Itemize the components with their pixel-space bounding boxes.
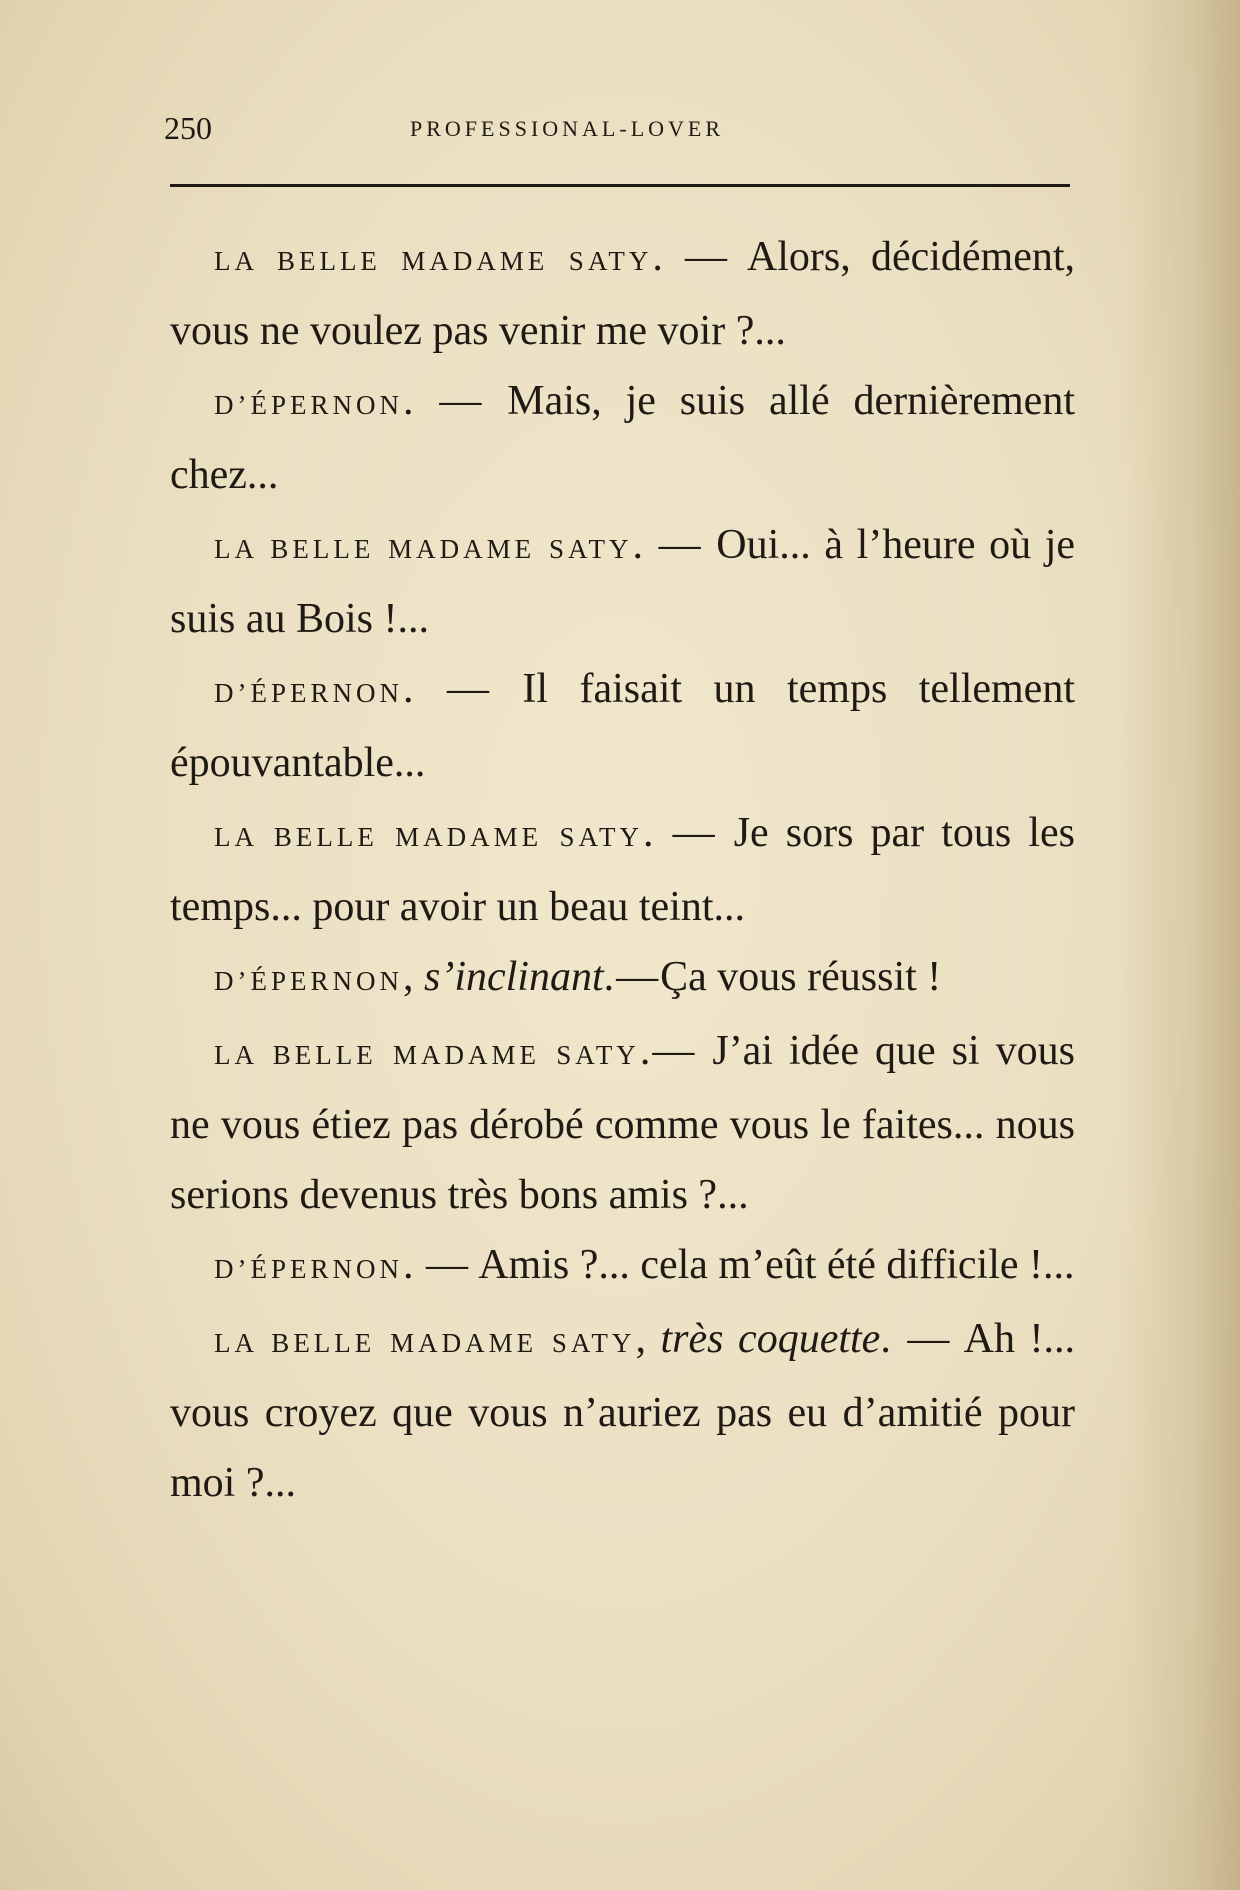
speaker-name: D’ÉPERNON (214, 1254, 403, 1284)
speaker-name: LA BELLE MADAME SATY (214, 1040, 640, 1070)
speaker-name: D’ÉPERNON (214, 966, 403, 996)
dialogue-line: D’ÉPERNON. — Amis ?... cela m’eût été difficile !... (214, 1242, 1075, 1288)
dialogue-speech: Ah !... vous croyez que vous n’auriez pas eu d’amitié pour moi ?... (170, 1316, 1076, 1506)
running-title: PROFESSIONAL-LOVER (410, 116, 725, 141)
stage-direction: très coquette (660, 1316, 881, 1362)
dialogue-line: D’ÉPERNON, s’inclinant.—Ça vous réussit ! (214, 954, 942, 1000)
dialogue-line: LA BELLE MADAME SATY. — Alors, décidément, vous ne voulez pas venir me voir ?... (170, 234, 1076, 354)
dialogue-speech: Ça vous réussit ! (660, 954, 942, 1000)
dialogue-line: LA BELLE MADAME SATY, très coquette. — Ah !... vous croyez que vous n’auriez pas eu d’amitié pour moi ?... (170, 1316, 1076, 1506)
dialogue-speech: Oui... à l’heure où je suis au Bois !... (170, 522, 1076, 642)
dialogue-text (170, 222, 1075, 1518)
dialogue-speech: Je sors par tous les temps... pour avoir un beau teint... (170, 810, 1076, 930)
dialogue-speech: Alors, décidément, vous ne voulez pas venir me voir ?... (170, 234, 1076, 354)
running-head (164, 108, 1070, 148)
dialogue-speech: J’ai idée que si vous ne vous étiez pas dérobé comme vous le faites... nous serions devenus très bons amis ?... (170, 1028, 1076, 1218)
dialogue-speech: Mais, je suis allé dernièrement chez... (170, 378, 1075, 498)
header-rule (170, 184, 1070, 187)
speaker-name: LA BELLE MADAME SATY (214, 1328, 636, 1358)
dialogue-line: D’ÉPERNON. — Mais, je suis allé dernièrement chez... (170, 378, 1075, 498)
dialogue-speech: Il faisait un temps tellement épouvantable... (170, 666, 1075, 786)
speaker-name: LA BELLE MADAME SATY (214, 822, 644, 852)
dialogue-line: LA BELLE MADAME SATY. — Je sors par tous les temps... pour avoir un beau teint... (170, 810, 1076, 930)
dialogue-speech: Amis ?... cela m’eût été difficile !... (478, 1242, 1075, 1288)
speaker-name: D’ÉPERNON (214, 390, 403, 420)
speaker-name: LA BELLE MADAME SATY (214, 534, 633, 564)
page-number: 250 (164, 110, 212, 146)
speaker-name: D’ÉPERNON (214, 678, 403, 708)
speaker-name: LA BELLE MADAME SATY (214, 246, 653, 276)
stage-direction: s’inclinant (424, 954, 604, 1000)
dialogue-line: LA BELLE MADAME SATY. — Oui... à l’heure où je suis au Bois !... (170, 522, 1076, 642)
page-edge-shadow (1120, 0, 1240, 1890)
dialogue-line: LA BELLE MADAME SATY.— J’ai idée que si vous ne vous étiez pas dérobé comme vous le faites... nous serions devenus très bons amis ?... (170, 1028, 1076, 1218)
dialogue-line: D’ÉPERNON. — Il faisait un temps tellement épouvantable... (170, 666, 1075, 786)
